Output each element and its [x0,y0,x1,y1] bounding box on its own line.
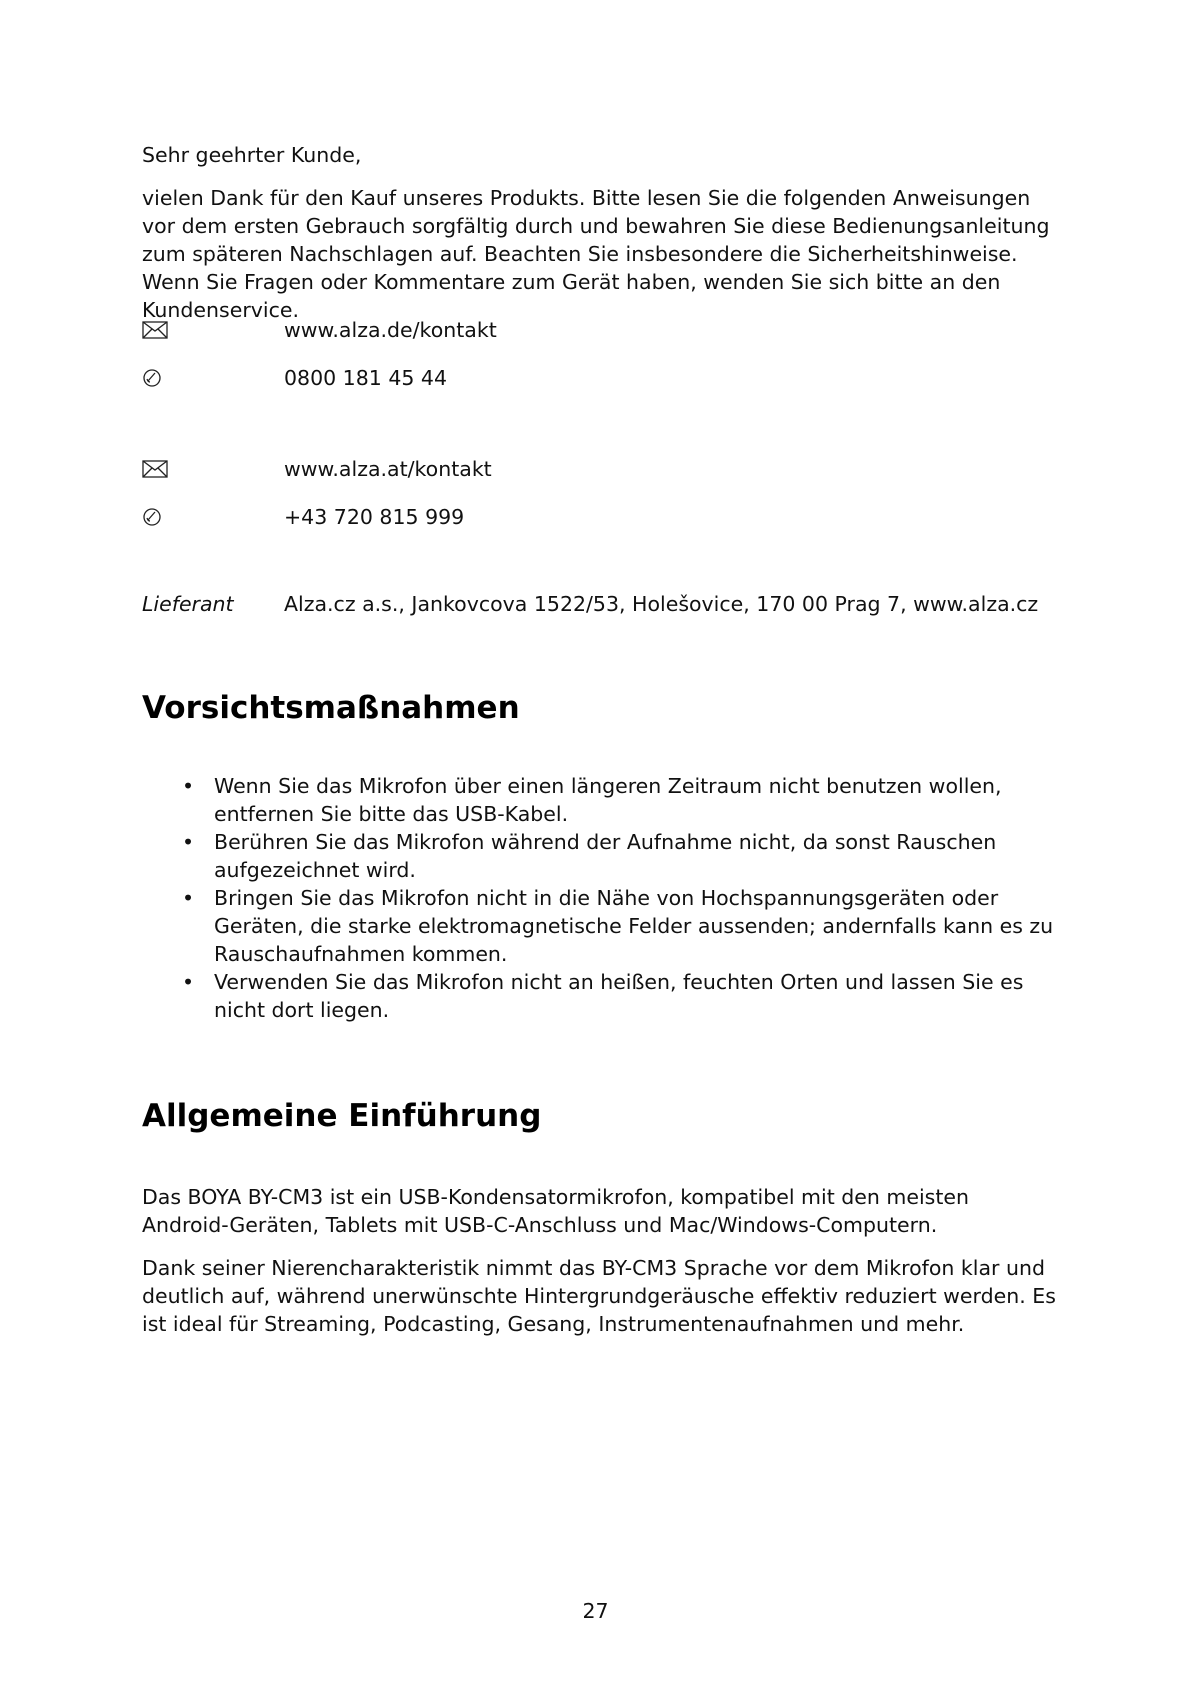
contact-value[interactable]: +43 720 815 999 [284,505,465,529]
contact-value[interactable]: 0800 181 45 44 [284,366,448,390]
general-paragraph: Das BOYA BY-CM3 ist ein USB-Kondensatormikrofon, kompatibel mit den meisten Android-Geräten, Tablets mit USB-C-Anschluss und Mac/Windows-Computern. [142,1185,970,1237]
supplier-value: Alza.cz a.s., Jankovcova 1522/53, Holešovice, 170 00 Prag 7, www.alza.cz [284,592,1039,616]
contact-row [142,364,1062,392]
contact-row [142,316,1062,344]
envelope-icon [142,319,168,341]
precautions-heading: Vorsichtsmaßnahmen [142,690,520,726]
contact-value[interactable]: www.alza.at/kontakt [284,457,492,481]
contact-row [142,503,1062,531]
intro-paragraph: vielen Dank für den Kauf unseres Produkts. Bitte lesen Sie die folgenden Anweisungen vor dem ersten Gebrauch sorgfältig durch und bewahren Sie diese Bedienungsanleitung zum späteren Nachschlagen auf. Beachten Sie insbesondere die Sicherheitshinweise. Wenn Sie Fragen oder Kommentare zum Gerät haben, wenden Sie sich bitte an den Kundenservice. [142,186,1050,322]
general-heading: Allgemeine Einführung [142,1098,542,1134]
list-item: • Verwenden Sie das Mikrofon nicht an heißen, feuchten Orten und lassen Sie es nicht dort liegen. [142,968,1057,1024]
envelope-icon [142,458,168,480]
precautions-list [142,772,1057,1024]
supplier-row [142,590,1062,618]
supplier-label: Lieferant [142,592,234,616]
contact-value[interactable]: www.alza.de/kontakt [284,318,497,342]
phone-icon [142,367,168,389]
list-item: • Berühren Sie das Mikrofon während der Aufnahme nicht, da sonst Rauschen aufgezeichnet wird. [142,828,1057,884]
phone-icon [142,506,168,528]
list-item: • Bringen Sie das Mikrofon nicht in die Nähe von Hochspannungsgeräten oder Geräten, die starke elektromagnetische Felder aussenden; andernfalls kann es zu Rauschaufnahmen kommen. [142,884,1057,968]
page-number: 27 [582,1599,609,1623]
greeting: Sehr geehrter Kunde, [142,143,362,167]
list-item: • Wenn Sie das Mikrofon über einen längeren Zeitraum nicht benutzen wollen, entfernen Sie bitte das USB-Kabel. [142,772,1057,828]
general-paragraph: Dank seiner Nierencharakteristik nimmt das BY-CM3 Sprache vor dem Mikrofon klar und deutlich auf, während unerwünschte Hintergrundgeräusche effektiv reduziert werden. Es ist ideal für Streaming, Podcasting, Gesang, Instrumentenaufnahmen und mehr. [142,1256,1056,1336]
contact-row [142,455,1062,483]
